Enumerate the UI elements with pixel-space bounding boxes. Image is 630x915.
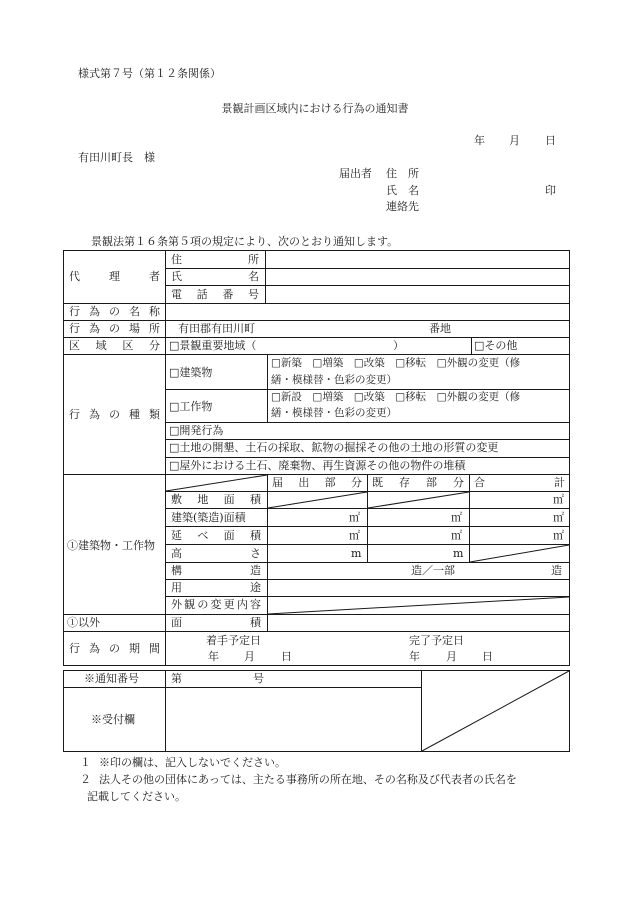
act-type-label: 行為の種類 (69, 408, 160, 421)
building-area-unit-1: ㎡ (349, 511, 360, 524)
building-area-label: 建築(築造)面積 (171, 511, 246, 524)
period-start-year: 年 (208, 650, 219, 663)
structure-options-cont: 繕・模様替・色彩の変更） (271, 407, 397, 419)
note-2-num: ２ (80, 773, 91, 786)
other-than-label: ①以外 (67, 616, 100, 629)
act-place-town: 有田郡有田川町 (178, 322, 255, 335)
building-structure-label: ①建築物・工作物 (67, 539, 155, 552)
seal-mark: 印 (545, 184, 556, 197)
period-end-year: 年 (409, 650, 420, 663)
structure-label: 構造 (171, 564, 261, 577)
structure-options[interactable]: □新設 □増築 □改築 □移転 □外観の変更（修 (271, 391, 521, 403)
col-existing: 既存部分 (372, 476, 464, 489)
building-area-unit-2: ㎡ (451, 511, 462, 524)
site-area-unit: ㎡ (553, 493, 564, 506)
form-number: 様式第７号（第１２条関係） (78, 67, 221, 80)
floor-area-label: 延べ面積 (171, 529, 261, 542)
note-1-text: ※印の欄は、記入しないでください。 (99, 756, 286, 769)
agent-label: 代理者 (69, 270, 160, 283)
intro-text: 景観法第１６条第５項の規定により、次のとおり通知します。 (91, 235, 399, 248)
note-2-cont: 記載してください。 (87, 790, 186, 803)
date-month: 月 (509, 134, 520, 147)
floor-area-unit-1: ㎡ (349, 529, 360, 542)
zone-close-paren: ） (393, 339, 404, 352)
act-place-label: 行為の場所 (69, 322, 160, 335)
structure-partial: 造／一部 (411, 564, 455, 577)
period-end-month: 月 (446, 650, 457, 663)
act-name-label: 行為の名称 (69, 305, 160, 318)
notice-number-suffix: 号 (253, 672, 264, 685)
building-area-unit-3: ㎡ (553, 511, 564, 524)
floor-area-unit-3: ㎡ (553, 529, 564, 542)
addressee: 有田川町長 様 (78, 151, 155, 164)
zone-important-checkbox[interactable]: □景観重要地域（ (169, 339, 257, 352)
building-options-cont: 繕・模様替・色彩の変更） (271, 374, 397, 386)
period-end-label: 完了予定日 (409, 634, 464, 647)
receipt-label: ※受付欄 (91, 713, 135, 726)
notifier-name-label: 氏 名 (386, 184, 419, 197)
period-start-day: 日 (281, 650, 292, 663)
exterior-change-label: 外観の変更内容 (171, 598, 261, 611)
period-label: 行為の期間 (69, 642, 160, 655)
notifier-label: 届出者 (339, 167, 372, 180)
document-title: 景観計画区域内における行為の通知書 (221, 102, 409, 115)
use-label: 用途 (171, 581, 261, 594)
agent-phone-label: 電話番号 (171, 288, 259, 301)
note-2-text: 法人その他の団体にあっては、主たる事務所の所在地、その名称及び代表者の氏名を (99, 773, 517, 786)
floor-area-unit-2: ㎡ (451, 529, 462, 542)
structure-checkbox[interactable]: □工作物 (169, 400, 213, 413)
agent-name-label: 氏名 (171, 270, 259, 283)
period-end-day: 日 (482, 650, 493, 663)
height-label: 高さ (171, 547, 261, 560)
height-unit-2: m (453, 547, 464, 560)
period-start-label: 着手予定日 (206, 634, 261, 647)
height-unit-1: m (351, 547, 362, 560)
col-notified: 届出部分 (272, 476, 362, 489)
site-area-label: 敷地面積 (171, 493, 261, 506)
structure-end: 造 (551, 564, 562, 577)
outdoor-storage-checkbox[interactable]: □屋外における土石、廃棄物、再生資源その他の物件の堆積 (169, 459, 466, 472)
notifier-address-label: 住 所 (386, 167, 419, 180)
building-options[interactable]: □新築 □増築 □改築 □移転 □外観の変更（修 (271, 357, 521, 369)
other-than-area-label: 面積 (171, 616, 261, 629)
land-change-checkbox[interactable]: □土地の開墾、土石の採取、鉱物の掘採その他の土地の形質の変更 (169, 441, 499, 454)
period-start-month: 月 (244, 650, 255, 663)
zone-other-checkbox[interactable]: □その他 (474, 339, 518, 352)
date-year: 年 (474, 134, 485, 147)
agent-address-label: 住所 (171, 253, 259, 266)
date-day: 日 (545, 134, 556, 147)
zone-label: 区域区分 (69, 339, 160, 352)
building-checkbox[interactable]: □建築物 (169, 366, 213, 379)
act-place-lot: 番地 (429, 322, 451, 335)
development-checkbox[interactable]: □開発行為 (169, 424, 224, 437)
notice-number-prefix: 第 (171, 672, 182, 685)
notice-number-label: ※通知番号 (84, 672, 139, 685)
notifier-contact-label: 連絡先 (386, 200, 419, 213)
note-1-num: １ (80, 756, 91, 769)
col-total: 合計 (474, 476, 565, 489)
